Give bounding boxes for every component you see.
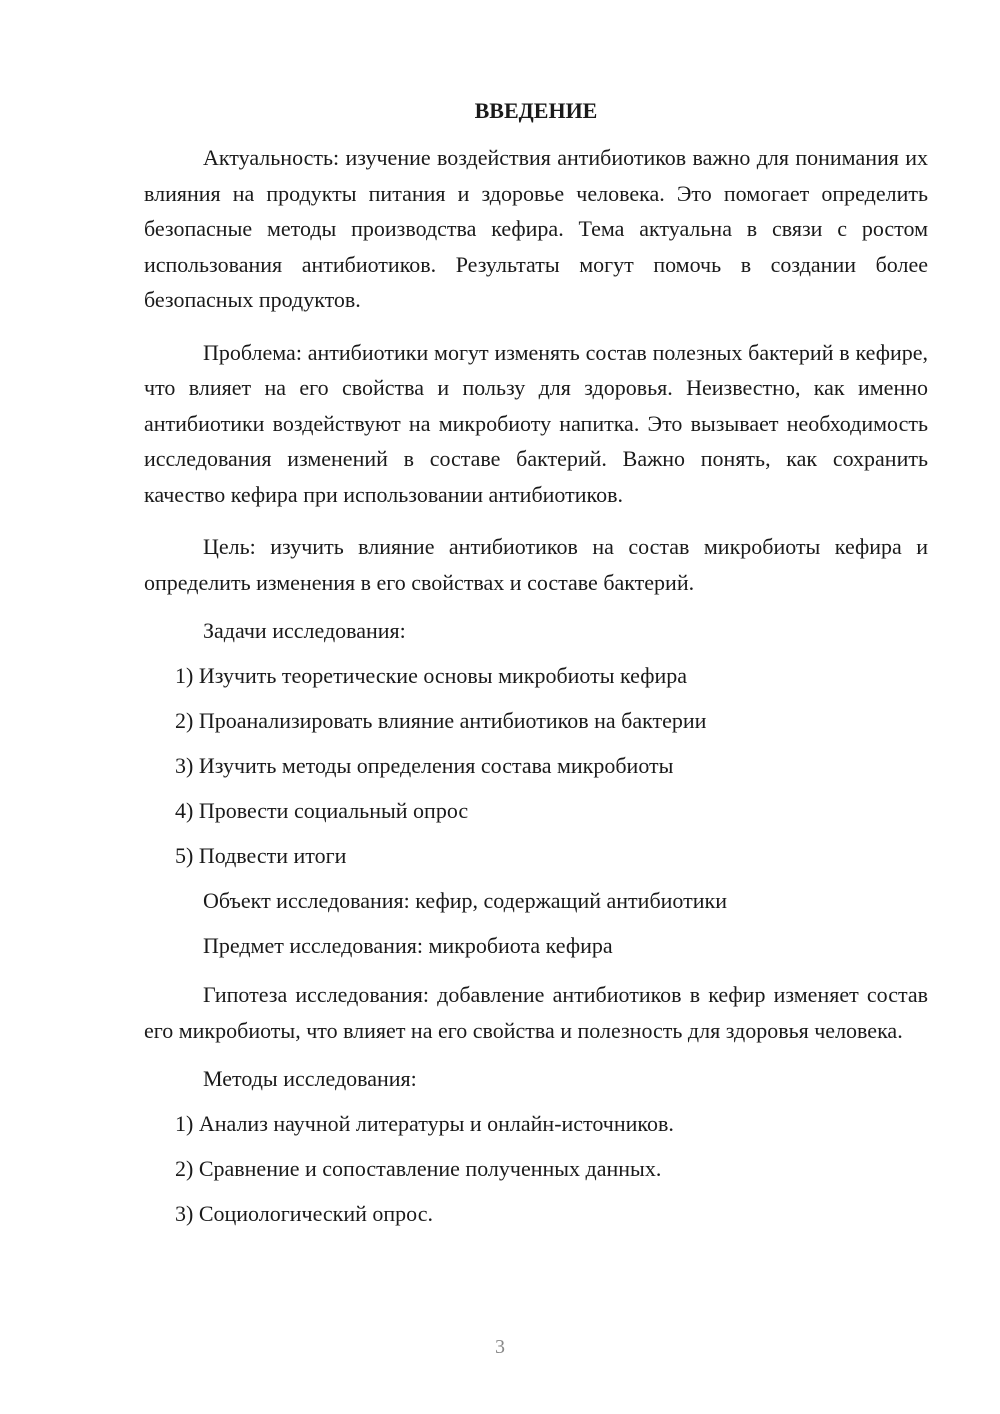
task-item: 5) Подвести итоги — [175, 843, 347, 868]
hypothesis-paragraph: Гипотеза исследования: добавление антибиотиков в кефир изменяет состав его микробиоты, что влияет на его свойства и полезность для здоровья человека. — [144, 982, 928, 1043]
task-item: 3) Изучить методы определения состава микробиоты — [175, 753, 674, 778]
section-title: ВВЕДЕНИЕ — [474, 98, 598, 123]
page-number: 3 — [495, 1336, 505, 1358]
problem-paragraph: Проблема: антибиотики могут изменять состав полезных бактерий в кефире, что влияет на его свойства и пользу для здоровья. Неизвестно, как именно антибиотики воздействуют на микробиоту напитка. Это вызывает необходимость исследования изменений в составе бактерий. Важно понять, как сохранить качество кефира при использовании антибиотиков. — [144, 339, 928, 507]
research-object: Объект исследования: кефир, содержащий антибиотики — [203, 888, 727, 913]
research-subject: Предмет исследования: микробиота кефира — [203, 933, 613, 958]
task-item: 4) Провести социальный опрос — [175, 798, 469, 823]
relevance-paragraph: Актуальность: изучение воздействия антибиотиков важно для понимания их влияния на продукты питания и здоровье человека. Это помогает определить безопасные методы производства кефира. Тема актуальна в связи с ростом использования антибиотиков. Результаты могут помочь в создании более безопасных продуктов. — [144, 145, 928, 312]
tasks-heading: Задачи исследования: — [203, 618, 406, 643]
methods-list — [144, 1110, 928, 1228]
task-item: 2) Проанализировать влияние антибиотиков на бактерии — [175, 708, 707, 733]
tasks-list — [144, 662, 928, 870]
methods-heading: Методы исследования: — [203, 1066, 417, 1091]
goal-paragraph: Цель: изучить влияние антибиотиков на состав микробиоты кефира и определить изменения в его свойствах и составе бактерий. — [144, 534, 928, 595]
method-item: 3) Социологический опрос. — [175, 1201, 433, 1226]
method-item: 1) Анализ научной литературы и онлайн-источников. — [175, 1111, 674, 1136]
task-item: 1) Изучить теоретические основы микробиоты кефира — [175, 663, 688, 688]
method-item: 2) Сравнение и сопоставление полученных данных. — [175, 1156, 662, 1181]
page-content — [144, 96, 928, 1245]
